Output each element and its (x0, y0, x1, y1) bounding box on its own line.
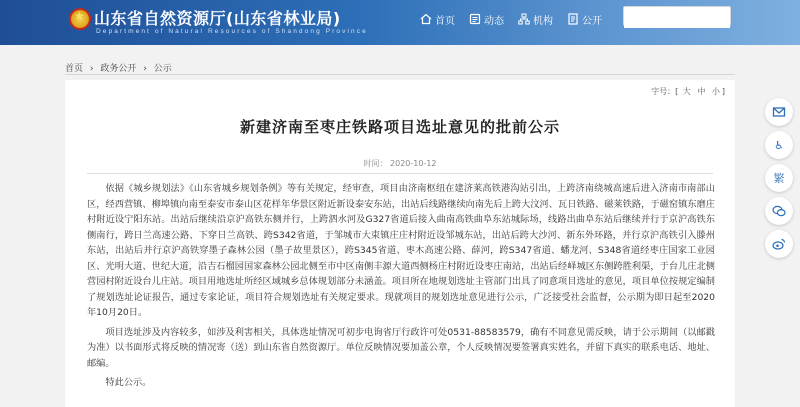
font-size-label: 字号： (651, 87, 676, 96)
article-date: 时间： 2020-10-12 (363, 159, 437, 168)
news-icon (469, 13, 481, 25)
nav-home[interactable] (420, 12, 455, 27)
article-divider (87, 173, 713, 174)
breadcrumb (65, 61, 176, 74)
nav-news[interactable] (469, 12, 504, 27)
article-panel (65, 80, 735, 407)
article-paragraph: 特此公示。 (105, 377, 152, 388)
site-title[interactable]: 山东省自然资源厅(山东省林业局) (94, 9, 341, 28)
traditional-chinese-icon: 繁 (773, 172, 785, 185)
font-size-close-bracket: ] (721, 87, 725, 96)
font-size-large[interactable]: 大 (682, 87, 691, 96)
nav-org[interactable] (518, 12, 553, 27)
search-input[interactable] (624, 10, 730, 28)
font-size-medium[interactable]: 中 (697, 87, 706, 96)
breadcrumb-separator: › (89, 64, 94, 74)
weibo-icon (772, 237, 786, 251)
article-paragraph: 项目选址涉及内容较多，如涉及利害相关，具体选址情况可初步电询省厅行政许可处0531-88583579，确有不同意见需反映，请于公示期间（以邮戳为准）以书面形式将反映的情况寄（送）到山东省自然资源厅。单位反映情况要加盖公章，个人反映情况要签署真实姓名，并留下真实的联系电话、地址、邮编。 (87, 326, 715, 369)
breadcrumb-notice[interactable]: 公示 (153, 64, 172, 74)
weibo-button[interactable] (765, 230, 793, 258)
nav-news-label: 动态 (484, 15, 504, 27)
site-subtitle: Department of Natural Resources of Shandong Province (96, 28, 368, 35)
breadcrumb-home[interactable]: 首页 (65, 64, 84, 74)
org-icon (518, 13, 530, 25)
nav-open-label: 公开 (582, 15, 602, 27)
breadcrumb-separator: › (143, 64, 147, 74)
font-size-open-bracket: [ (675, 87, 679, 96)
font-size-small[interactable]: 小 (711, 87, 720, 96)
national-emblem-icon (69, 8, 91, 30)
nav-home-label: 首页 (435, 15, 455, 27)
article-paragraph: 依据《城乡规划法》《山东省城乡规划条例》等有关规定，经审查，项目由济南枢纽在建济莱高铁港沟站引出，上跨济南绕城高速后进入济南市南部山区，经西营镇、柳埠镇向南至泰安市泰山区花样年华景区附近新设泰安东站，出站后线路继续向南先后上跨大汶河、瓦日铁路、磁莱铁路，于磁窑镇东磨庄村附近设宁阳东站。出站后继续沿京沪高铁东侧并行，上跨泗水河及G327省道后接入曲南高铁曲阜东站城际场，线路出曲阜东站后继续并行于京沪高铁东侧南行，跨日兰高速公路、下穿日兰高铁、跨S342省道，于邹城市大束镇庄庄村附近设邹城东站，出站后跨大沙河、新东外环路，并行京沪高铁引入滕州东站，出站后并行京沪高铁穿墨子森林公园（墨子故里景区），跨S345省道、枣木高速公路、薛河，跨S347省道、蟠龙河、S348省道经枣庄国家工业园区、光明大道、世纪大道，沿吉石榴园国家森林公园北侧至市中区南侧丰源大道西侧杨庄村附近设枣庄南站，出站后经峄城区东侧跨胜利渠，于台儿庄北侧营园村附近设台儿庄站。项目用地选址所经区域城乡总体规划部分未涵盖。项目所在地规划选址主管部门出具了同意项目选址的意见，项目单位按规定编制了规划选址论证报告，通过专家论证，项目符合规划选址有关规定要求。现就项目的规划选址意见进行公示，广泛接受社会监督，公示期为即日起至2020年10月20日。 (87, 183, 715, 318)
home-icon (420, 13, 432, 25)
nav-org-label: 机构 (533, 15, 553, 27)
font-size-switcher (651, 86, 725, 97)
article-body (87, 181, 715, 395)
wechat-icon (772, 204, 786, 218)
open-icon (567, 13, 579, 25)
main-nav (420, 0, 616, 38)
article-title: 新建济南至枣庄铁路项目选址意见的批前公示 (239, 118, 560, 136)
search-box (623, 6, 731, 26)
breadcrumb-gov-open[interactable]: 政务公开 (100, 64, 137, 74)
nav-open[interactable] (567, 12, 602, 27)
breadcrumb-divider (65, 74, 735, 75)
site-header (0, 0, 800, 45)
email-button[interactable] (765, 98, 793, 126)
accessibility-icon: ♿ (774, 138, 784, 152)
accessibility-button[interactable] (765, 131, 793, 159)
traditional-chinese-button[interactable] (765, 164, 793, 192)
email-icon (772, 105, 786, 119)
wechat-button[interactable] (765, 197, 793, 225)
